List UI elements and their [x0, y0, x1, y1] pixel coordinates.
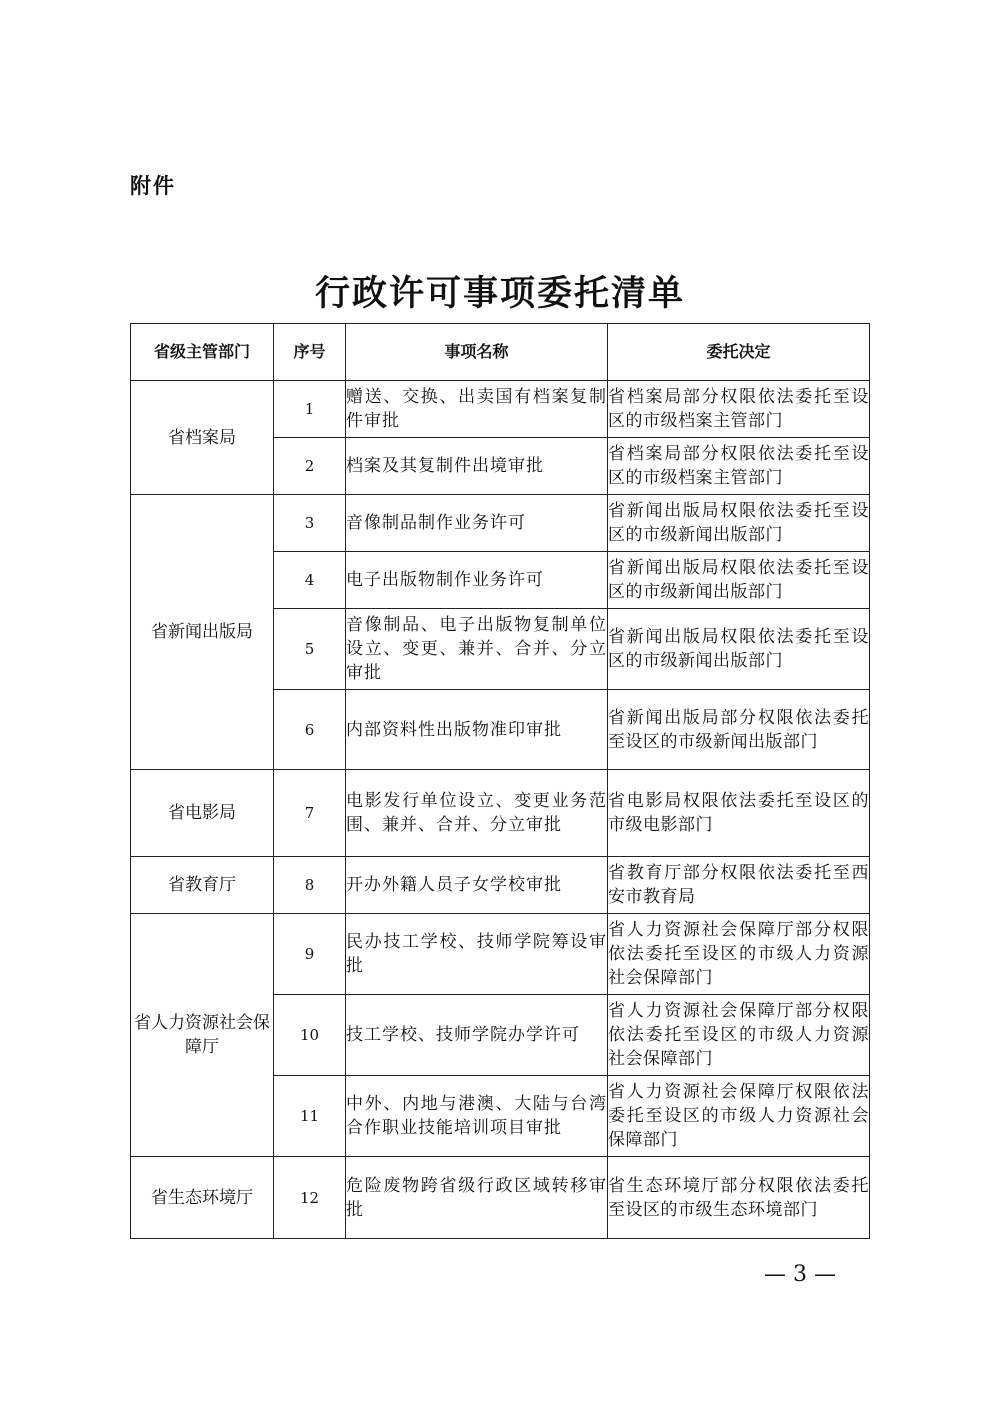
item-cell: 音像制品制作业务许可	[346, 495, 608, 552]
table-row	[131, 857, 870, 914]
document-title: 行政许可事项委托清单	[314, 273, 685, 314]
dept-cell: 省生态环境厅	[131, 1157, 274, 1239]
decision-cell: 省人力资源社会保障厅权限依法委托至设区的市级人力资源社会保障部门	[608, 1076, 870, 1157]
seq-cell: 1	[274, 381, 346, 438]
item-cell: 危险废物跨省级行政区域转移审批	[346, 1157, 608, 1239]
decision-cell: 省生态环境厅部分权限依法委托至设区的市级生态环境部门	[608, 1157, 870, 1239]
seq-cell: 11	[274, 1076, 346, 1157]
table-row	[131, 381, 870, 438]
decision-cell: 省新闻出版局权限依法委托至设区的市级新闻出版部门	[608, 552, 870, 609]
decision-cell: 省人力资源社会保障厅部分权限依法委托至设区的市级人力资源社会保障部门	[608, 995, 870, 1076]
item-cell: 档案及其复制件出境审批	[346, 438, 608, 495]
dept-cell: 省新闻出版局	[131, 495, 274, 770]
header-num: 序号	[274, 324, 346, 381]
seq-cell: 6	[274, 690, 346, 770]
item-cell: 内部资料性出版物准印审批	[346, 690, 608, 770]
table-row	[131, 770, 870, 857]
dept-cell: 省电影局	[131, 770, 274, 857]
header-item: 事项名称	[346, 324, 608, 381]
seq-cell: 10	[274, 995, 346, 1076]
table-row	[131, 1157, 870, 1239]
table-header-row	[131, 324, 870, 381]
item-cell: 电影发行单位设立、变更业务范围、兼并、合并、分立审批	[346, 770, 608, 857]
page-number: — 3 —	[764, 1262, 836, 1287]
seq-cell: 8	[274, 857, 346, 914]
table-row	[131, 495, 870, 552]
permission-table	[130, 323, 870, 1239]
item-cell: 电子出版物制作业务许可	[346, 552, 608, 609]
dept-cell: 省教育厅	[131, 857, 274, 914]
seq-cell: 9	[274, 914, 346, 995]
decision-cell: 省新闻出版局权限依法委托至设区的市级新闻出版部门	[608, 609, 870, 690]
header-decision: 委托决定	[608, 324, 870, 381]
item-cell: 赠送、交换、出卖国有档案复制件审批	[346, 381, 608, 438]
item-cell: 音像制品、电子出版物复制单位设立、变更、兼并、合并、分立审批	[346, 609, 608, 690]
dept-cell: 省人力资源社会保障厅	[131, 914, 274, 1157]
item-cell: 开办外籍人员子女学校审批	[346, 857, 608, 914]
dept-cell: 省档案局	[131, 381, 274, 495]
decision-cell: 省电影局权限依法委托至设区的市级电影部门	[608, 770, 870, 857]
seq-cell: 12	[274, 1157, 346, 1239]
decision-cell: 省新闻出版局权限依法委托至设区的市级新闻出版部门	[608, 495, 870, 552]
decision-cell: 省教育厅部分权限依法委托至西安市教育局	[608, 857, 870, 914]
decision-cell: 省新闻出版局部分权限依法委托至设区的市级新闻出版部门	[608, 690, 870, 770]
attachment-label: 附件	[130, 174, 176, 198]
seq-cell: 3	[274, 495, 346, 552]
decision-cell: 省档案局部分权限依法委托至设区的市级档案主管部门	[608, 438, 870, 495]
seq-cell: 5	[274, 609, 346, 690]
header-dept: 省级主管部门	[131, 324, 274, 381]
item-cell: 技工学校、技师学院办学许可	[346, 995, 608, 1076]
seq-cell: 7	[274, 770, 346, 857]
table-row	[131, 914, 870, 995]
seq-cell: 4	[274, 552, 346, 609]
decision-cell: 省档案局部分权限依法委托至设区的市级档案主管部门	[608, 381, 870, 438]
seq-cell: 2	[274, 438, 346, 495]
decision-cell: 省人力资源社会保障厅部分权限依法委托至设区的市级人力资源社会保障部门	[608, 914, 870, 995]
item-cell: 中外、内地与港澳、大陆与台湾合作职业技能培训项目审批	[346, 1076, 608, 1157]
item-cell: 民办技工学校、技师学院筹设审批	[346, 914, 608, 995]
